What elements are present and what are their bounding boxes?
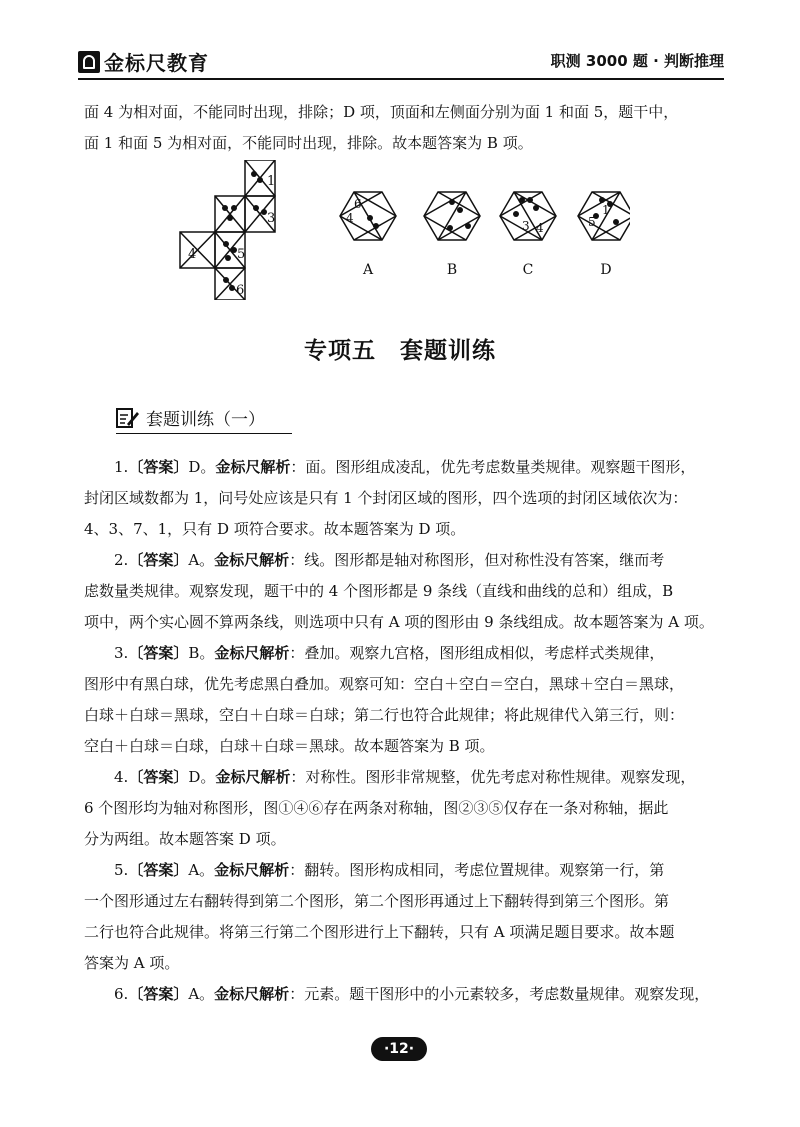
item-line: ：对称性。图形非常规整，优先考虑对称性规律。观察发现，: [290, 768, 696, 786]
option-labels: [362, 262, 612, 278]
subsection-heading: [116, 405, 265, 430]
answer-value: D。: [188, 768, 216, 786]
item-number: 3.: [114, 644, 129, 662]
item-line: 6 个图形均为轴对称图形，图①④⑥存在两条对称轴，图②③⑤仅存在一条对称轴，据此: [84, 799, 669, 817]
option-a-number: 6: [354, 197, 362, 211]
option-label-d: D: [600, 262, 612, 278]
intro-line-1: 面 4 为相对面，不能同时出现，排除；D 项，顶面和左侧面分别为面 1 和面 5，题干中，: [84, 103, 679, 121]
item-number: 1.: [114, 458, 129, 476]
option-label-c: C: [522, 262, 534, 278]
page-number: ·12·: [371, 1037, 427, 1061]
logo-icon: [78, 51, 100, 73]
answer-item-3: [84, 638, 724, 762]
item-line: ：面。图形组成凌乱，优先考虑数量类规律。观察题干图形，: [290, 458, 696, 476]
answer-value: A。: [188, 985, 215, 1003]
answer-tag: 〔答案〕: [128, 551, 189, 569]
analysis-label: 金标尺解析: [214, 861, 290, 879]
item-line: 答案为 A 项。: [84, 954, 180, 972]
intro-paragraph: [84, 97, 724, 159]
answer-item-2: [84, 545, 724, 638]
answer-tag: 〔答案〕: [128, 644, 189, 662]
option-numbers: [346, 197, 610, 235]
answer-tag: 〔答案〕: [128, 861, 189, 879]
item-line: 一个图形通过左右翻转得到第二个图形，第二个图形再通过上下翻转得到第三个图形。第: [84, 892, 670, 910]
option-d-number: 1: [602, 203, 610, 217]
edit-note-icon: [116, 407, 140, 429]
item-number: 4.: [114, 768, 129, 786]
item-line: 白球＋白球＝黑球，空白＋白球＝白球；第二行也符合此规律；将此规律代入第三行，则：: [84, 706, 685, 724]
book-title: 职测 3000 题 · 判断推理: [550, 52, 724, 70]
item-line: 图形中有黑白球，优先考虑黑白叠加。观察可知：空白＋空白＝空白，黑球＋空白＝黑球，: [84, 675, 685, 693]
net-number: 5: [237, 247, 246, 262]
answer-item-4: [84, 762, 724, 855]
net-numbers: [188, 174, 275, 298]
item-line: 二行也符合此规律。将第三行第二个图形进行上下翻转，只有 A 项满足题目要求。故本题: [84, 923, 675, 941]
answer-value: A。: [188, 861, 215, 879]
item-line: 虑数量类规律。观察发现，题干中的 4 个图形都是 9 条线（直线和曲线的总和）组成，B: [84, 582, 674, 600]
item-line: 项中，两个实心圆不算两条线，则选项中只有 A 项的图形由 9 条线组成。故本题答案为 A 项。: [84, 613, 714, 631]
answer-value: A。: [188, 551, 215, 569]
option-a-number: 4: [346, 211, 354, 225]
page-header: [78, 44, 724, 80]
analysis-label: 金标尺解析: [214, 644, 290, 662]
analysis-label: 金标尺解析: [215, 768, 291, 786]
answer-tag: 〔答案〕: [128, 458, 189, 476]
item-number: 5.: [114, 861, 129, 879]
item-number: 2.: [114, 551, 129, 569]
option-cubes: [340, 192, 630, 240]
net-number: 6: [236, 283, 245, 298]
answer-value: D。: [188, 458, 216, 476]
logo-text: 金标尺教育: [104, 51, 209, 75]
item-line: ：元素。题干图形中的小元素较多，考虑数量规律。观察发现，: [289, 985, 710, 1003]
option-d-number: 5: [588, 215, 596, 229]
net-number: 3: [267, 211, 276, 226]
brand-logo: [78, 47, 209, 76]
option-label-b: B: [446, 262, 458, 278]
answer-tag: 〔答案〕: [128, 768, 189, 786]
item-line: ：线。图形都是轴对称图形，但对称性没有答案，继而考: [289, 551, 665, 569]
analysis-label: 金标尺解析: [214, 551, 290, 569]
intro-line-2: 面 1 和面 5 为相对面，不能同时出现，排除。故本题答案为 B 项。: [84, 134, 533, 152]
net-number: 1: [267, 174, 276, 189]
option-label-a: A: [362, 262, 374, 278]
analysis-label: 金标尺解析: [215, 458, 291, 476]
section-title: 专项五 套题训练: [304, 338, 496, 364]
item-line: 封闭区域数都为 1，问号处应该是只有 1 个封闭区域的图形，四个选项的封闭区域依次为：: [84, 489, 688, 507]
answer-tag: 〔答案〕: [128, 985, 189, 1003]
cube-figure: [170, 160, 630, 304]
answer-value: B。: [188, 644, 215, 662]
subsection-underline: [116, 433, 292, 434]
option-c-number: 4: [536, 221, 544, 235]
net-number: 4: [188, 247, 197, 262]
cube-figure-svg: [170, 160, 630, 300]
item-number: 6.: [114, 985, 129, 1003]
answer-item-1: [84, 452, 724, 545]
item-line: 空白＋白球＝白球，白球＋白球＝黑球。故本题答案为 B 项。: [84, 737, 495, 755]
item-line: 分为两组。故本题答案 D 项。: [84, 830, 286, 848]
item-line: ：翻转。图形构成相同，考虑位置规律。观察第一行，第: [289, 861, 665, 879]
item-line: ：叠加。观察九宫格，图形组成相似，考虑样式类规律，: [289, 644, 665, 662]
answer-item-6: [84, 979, 724, 1010]
analysis-label: 金标尺解析: [214, 985, 290, 1003]
item-line: 4、3、7、1，只有 D 项符合要求。故本题答案为 D 项。: [84, 520, 466, 538]
answer-item-5: [84, 855, 724, 979]
option-c-number: 3: [522, 219, 530, 233]
subsection-title: 套题训练（一）: [146, 410, 265, 430]
